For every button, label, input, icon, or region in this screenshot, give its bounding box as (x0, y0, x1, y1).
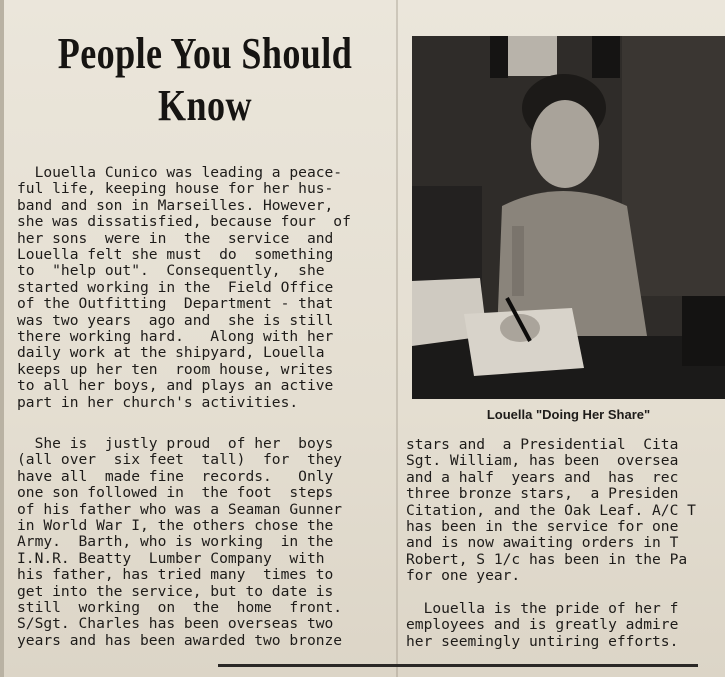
woman-at-desk-illustration (412, 36, 725, 399)
headline-line-1: People You Should (57, 29, 353, 78)
paper-fold (396, 0, 398, 677)
bottom-rule (218, 664, 698, 667)
article-column-right: stars and a Presidential Cita Sgt. William, has been oversea and a half years and has rec three bronze stars, a Presiden Citation, and the Oak Leaf. A/C T has been in the service for one and is now awaiting orders in T Robert, S 1/c has been in the Pa for one year. Louella is the pride of her f employees and is greatly admire her seemingly untiring efforts. (406, 437, 696, 650)
article-paragraph-1: Louella Cunico was leading a peace- ful life, keeping house for her hus- band and son in Marseilles. However, she was dissatisfied, because four of her sons were in the service and Louella felt she must do something to "help out". Consequently, she started working in the Field Office of the Outfitting Department - that was two years ago and she is still there working hard. Along with her daily work at the shipyard, Louella keeps up her ten room house, writes to all her boys, and plays an active part in her church's activities. (17, 164, 351, 411)
clipping-edge (0, 0, 4, 677)
headline-line-2: Know (158, 81, 252, 130)
headline (53, 28, 356, 132)
photo-caption: Louella "Doing Her Share" (486, 407, 651, 422)
article-photo (412, 36, 725, 399)
article-paragraph-2: She is justly proud of her boys (all over six feet tall) for they have all made fine records. Only one son followed in the foot steps of his father who was a Seaman Gunner in World War I, the others chose the Army. Barth, who is working in the I.N.R. Beatty Lumber Company with his father, has tried many times to get into the service, but to date is still working on the home front. S/Sgt. Charles has been overseas two years and has been awarded two bronze (17, 435, 343, 649)
